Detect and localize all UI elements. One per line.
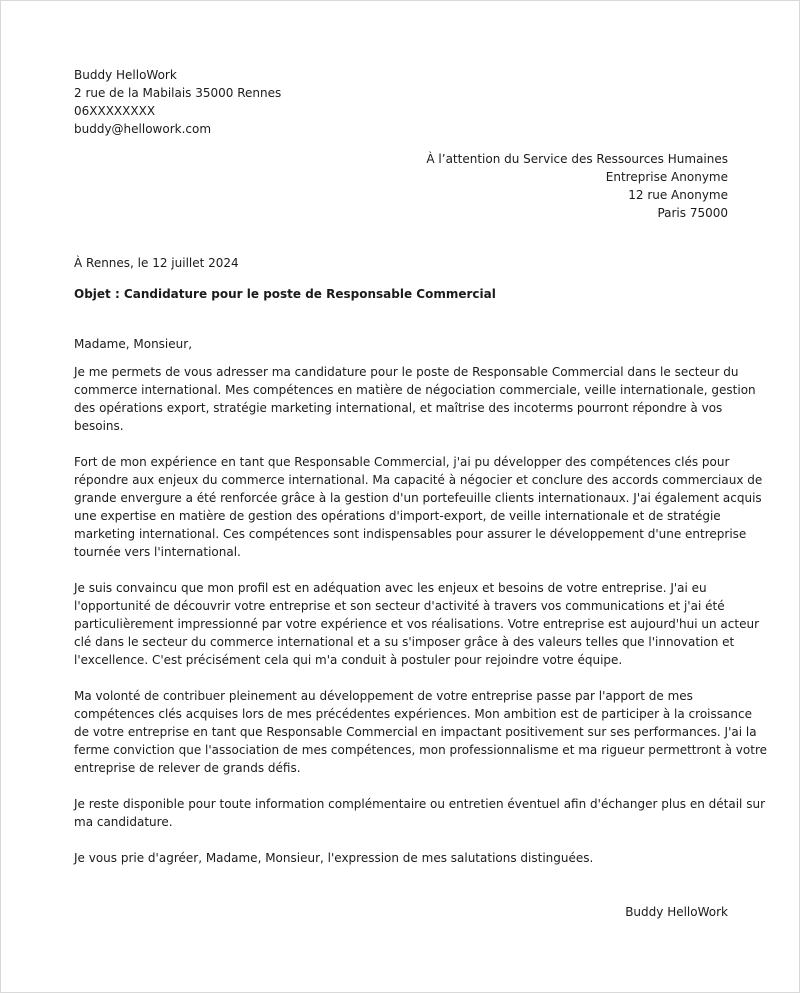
- paragraph-line: Je me permets de vous adresser ma candidature pour le poste de Responsable Commercial dans le secteur du: [74, 365, 739, 379]
- paragraph-line: Ma volonté de contribuer pleinement au développement de votre entreprise passe par l'apport de mes: [74, 689, 693, 703]
- sender-name: Buddy HelloWork: [74, 68, 177, 82]
- letter-subject: Objet : Candidature pour le poste de Responsable Commercial: [74, 287, 496, 301]
- letter-date: À Rennes, le 12 juillet 2024: [74, 256, 239, 270]
- paragraph-2: [74, 453, 763, 561]
- letter-signature: Buddy HelloWork: [625, 905, 728, 919]
- paragraph-line: besoins.: [74, 419, 124, 433]
- paragraph-line: une expertise en matière de gestion des opérations d'import-export, de veille internationale et de stratégie: [74, 509, 721, 523]
- sender-block: [74, 66, 728, 138]
- paragraph-line: ma candidature.: [74, 815, 173, 829]
- paragraph-line: Je reste disponible pour toute information complémentaire ou entretien éventuel afin d'échanger plus en détail sur: [74, 797, 765, 811]
- paragraph-line: entreprise de relever de grands défis.: [74, 761, 301, 775]
- paragraph-line: clé dans le secteur du commerce international et a su s'imposer grâce à des valeurs telles que l'innovation et: [74, 635, 735, 649]
- letter-greeting: Madame, Monsieur,: [74, 337, 193, 351]
- paragraph-line: de votre entreprise en tant que Responsable Commercial en impactant positivement sur ses performances. J'ai la: [74, 725, 757, 739]
- paragraph-line: répondre aux enjeux du commerce international. Ma capacité à négocier et conclure des accords commerciaux de: [74, 473, 763, 487]
- sender-phone: 06XXXXXXXX: [74, 104, 156, 118]
- recipient-attention: À l’attention du Service des Ressources Humaines: [426, 152, 728, 166]
- recipient-city: Paris 75000: [657, 206, 728, 220]
- paragraph-line: grande envergure a été renforcée grâce à la gestion d'un portefeuille clients internationaux. J'ai également acquis: [74, 491, 762, 505]
- recipient-block: [74, 150, 728, 222]
- paragraph-line: tournée vers l'international.: [74, 545, 241, 559]
- paragraph-line: compétences clés acquises lors de mes précédentes expériences. Mon ambition est de participer à la croissance: [74, 707, 752, 721]
- letter-content: [74, 66, 768, 921]
- paragraph-line: des opérations export, stratégie marketing international, et maîtrise des incoterms pourront répondre à vos: [74, 401, 723, 415]
- sender-email: buddy@hellowork.com: [74, 122, 212, 136]
- paragraph-6: [74, 849, 728, 867]
- letter-body: [74, 363, 768, 867]
- paragraph-line: commerce international. Mes compétences en matière de négociation commerciale, veille internationale, gestion: [74, 383, 756, 397]
- paragraph-3: [74, 579, 760, 669]
- paragraph-line: ferme conviction que l'association de mes compétences, mon professionnalisme et ma rigueur permettront à votre: [74, 743, 768, 757]
- paragraph-line: Je suis convaincu que mon profil est en adéquation avec les enjeux et besoins de votre entreprise. J'ai eu: [74, 581, 707, 595]
- recipient-company: Entreprise Anonyme: [605, 170, 728, 184]
- sender-address: 2 rue de la Mabilais 35000 Rennes: [74, 86, 282, 100]
- paragraph-line: l'opportunité de découvrir votre entreprise et son secteur d'activité à travers vos communications et j'ai été: [74, 599, 725, 613]
- paragraph-1: [74, 363, 756, 435]
- paragraph-line: Fort de mon expérience en tant que Responsable Commercial, j'ai pu développer des compétences clés pour: [74, 455, 730, 469]
- paragraph-line: Je vous prie d'agréer, Madame, Monsieur, l'expression de mes salutations distinguées.: [74, 851, 594, 865]
- recipient-street: 12 rue Anonyme: [628, 188, 728, 202]
- paragraph-line: particulièrement impressionné par votre expérience et vos réalisations. Votre entreprise est aujourd'hui un acteur: [74, 617, 760, 631]
- paragraph-4: [74, 687, 768, 777]
- paragraph-5: [74, 795, 765, 831]
- paragraph-line: marketing international. Ces compétences sont indispensables pour assurer le développement d'une entreprise: [74, 527, 747, 541]
- paragraph-line: l'excellence. C'est précisément cela qui m'a conduit à postuler pour rejoindre votre équipe.: [74, 653, 623, 667]
